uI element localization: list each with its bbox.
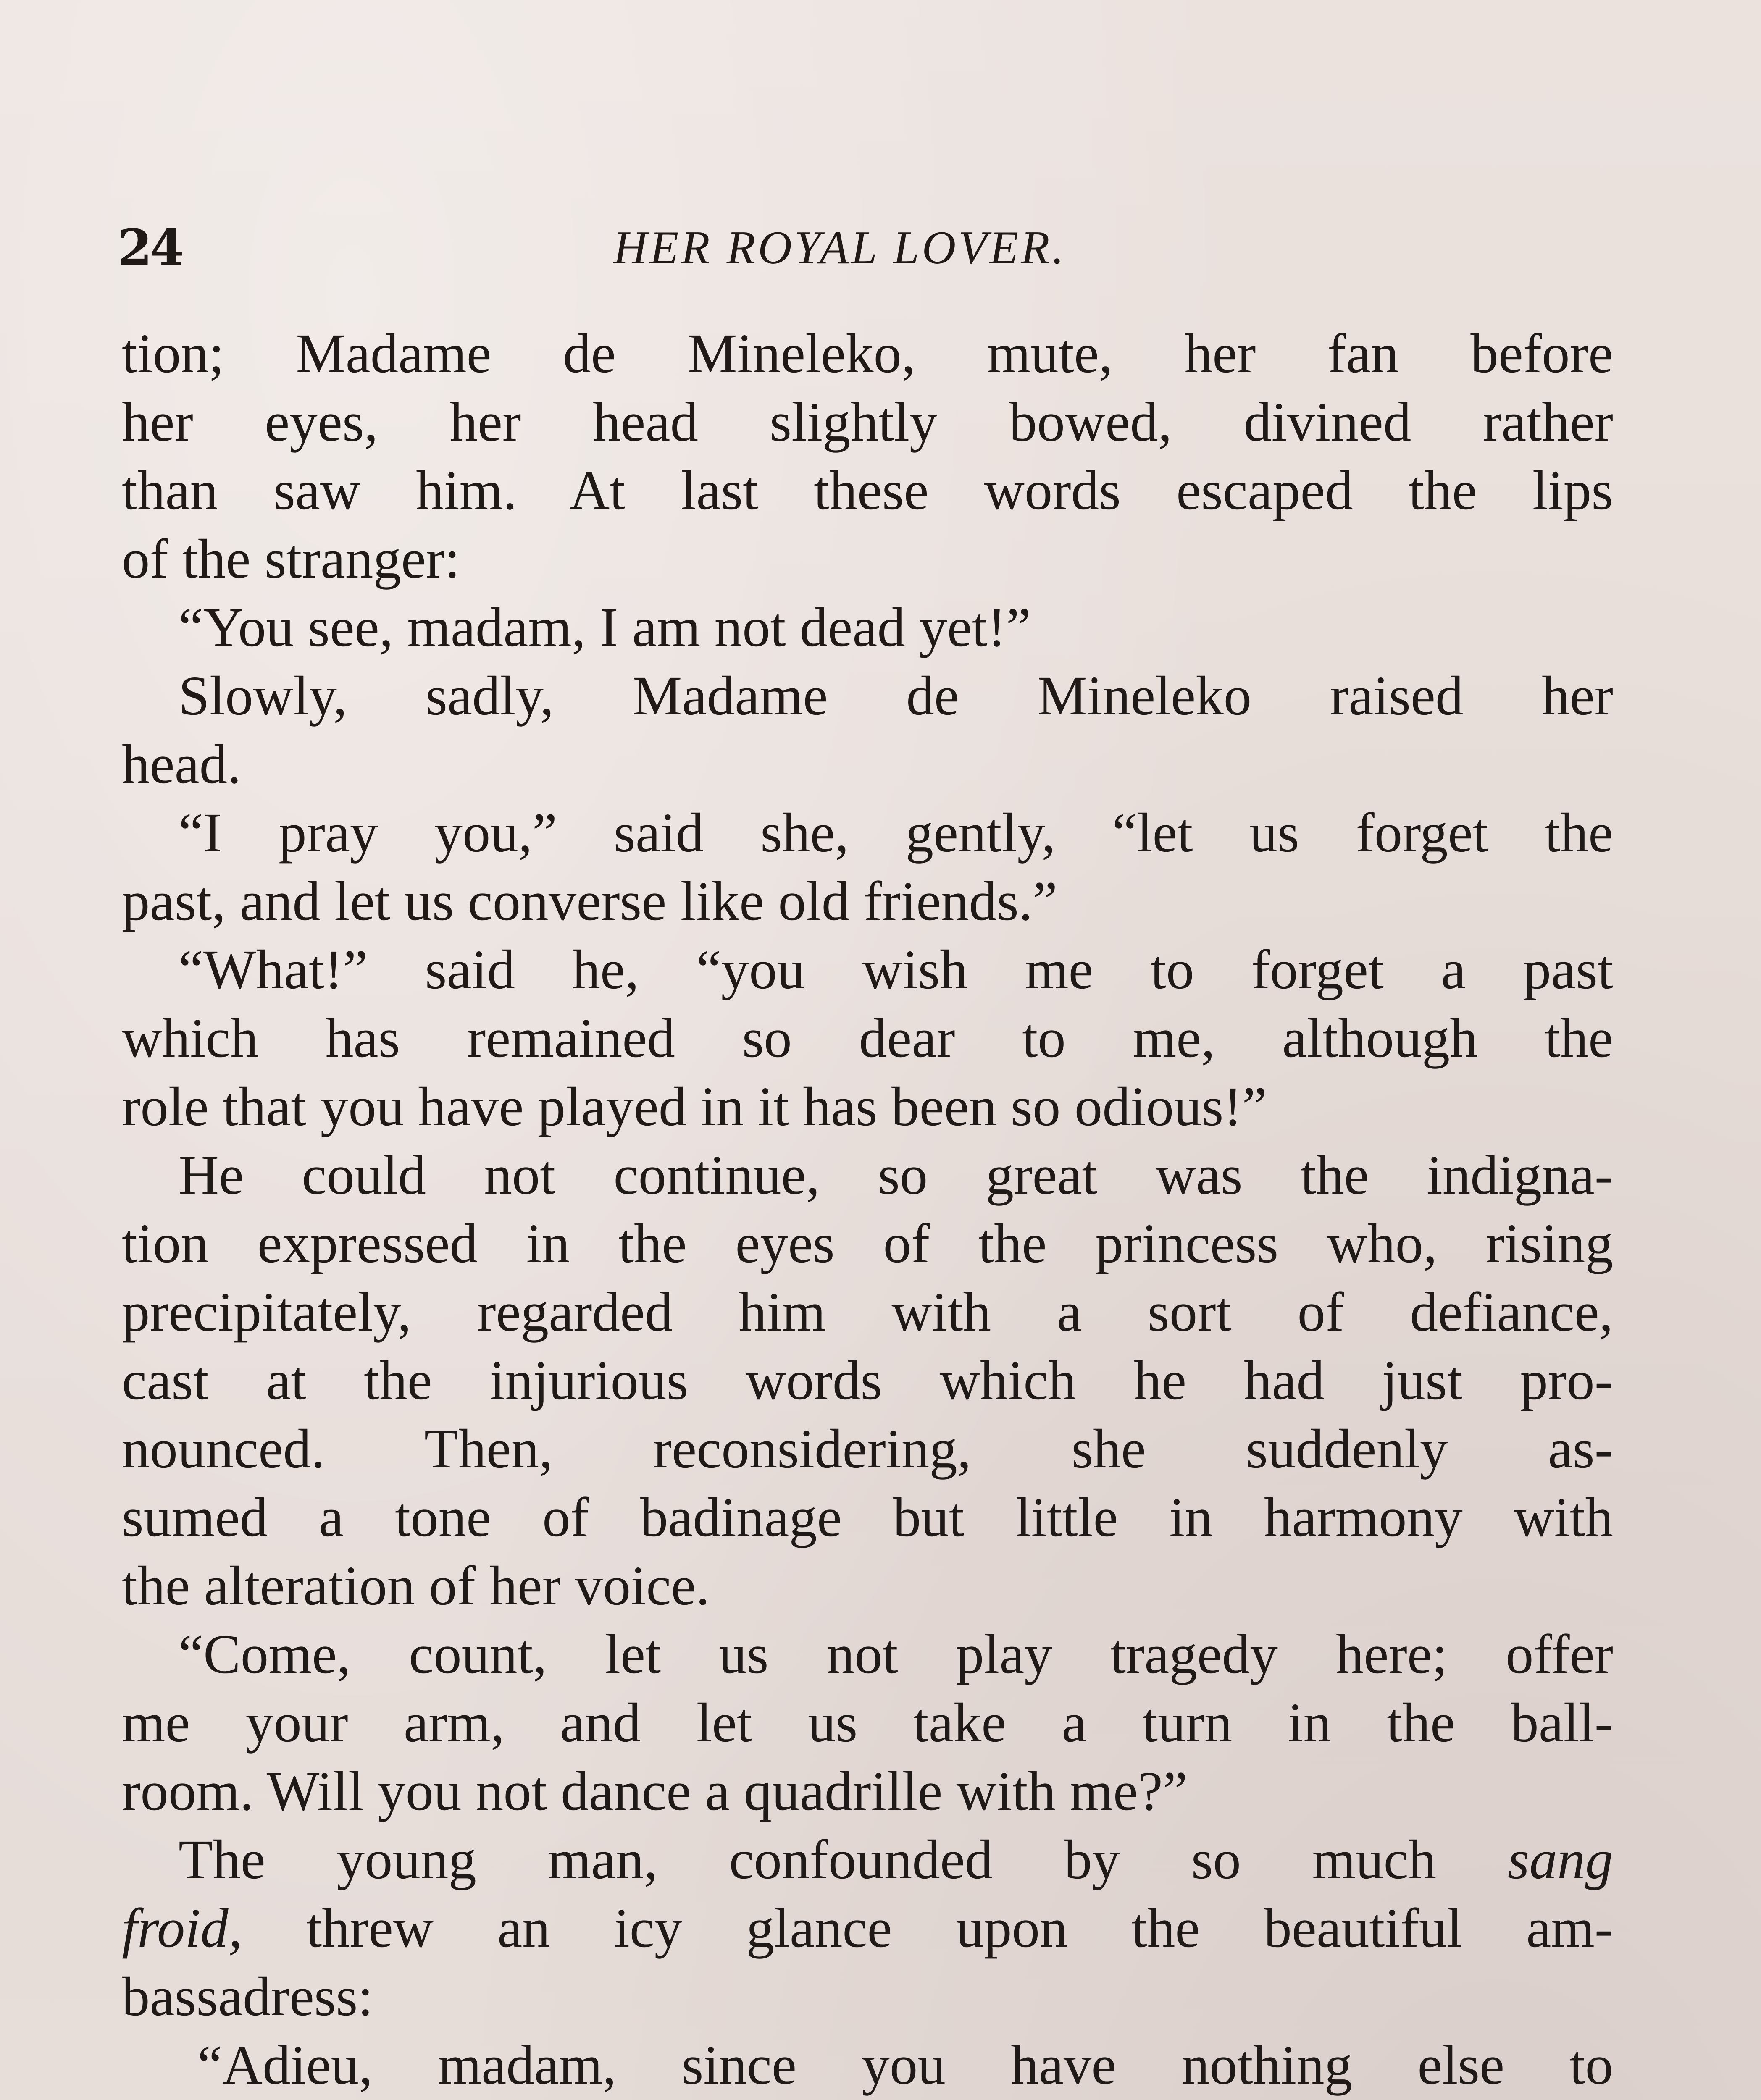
text-line: her eyes, her head slightly bowed, divined rather: [122, 391, 1613, 453]
text-line: [122, 1825, 1613, 1894]
text-segment: threw an icy glance upon the beautiful am-: [306, 1897, 1614, 1959]
text-line: He could not continue, so great was the indigna-: [179, 1144, 1613, 1206]
text-line: which has remained so dear to me, although the: [122, 1007, 1613, 1069]
text-line: me your arm, and let us take a turn in the ball-: [122, 1691, 1613, 1754]
text-line: nounced. Then, reconsidering, she suddenly as-: [122, 1418, 1613, 1480]
running-header: [118, 218, 1613, 286]
text-line: bassadress:: [122, 1965, 373, 2027]
text-line: head.: [122, 733, 242, 795]
text-line: sumed a tone of badinage but little in harmony with: [122, 1486, 1613, 1548]
text-line: [122, 1894, 1613, 1962]
text-line: tion expressed in the eyes of the princess who, rising: [122, 1212, 1613, 1274]
text-line: cast at the injurious words which he had just pro-: [122, 1349, 1613, 1411]
text-line: “I pray you,” said she, gently, “let us forget the: [179, 801, 1613, 864]
text-line: precipitately, regarded him with a sort of defiance,: [122, 1281, 1613, 1343]
running-title: HER ROYAL LOVER.: [613, 222, 1067, 274]
italic-phrase: froid,: [122, 1897, 242, 1959]
body-text: [122, 319, 1613, 2100]
italic-phrase: sang: [1507, 1828, 1614, 1890]
text-line: than saw him. At last these words escaped the lips: [122, 459, 1613, 521]
text-line: room. Will you not dance a quadrille with me?”: [122, 1760, 1188, 1822]
text-line: “You see, madam, I am not dead yet!”: [179, 596, 1031, 658]
page-number: 24: [118, 218, 182, 277]
text-line: past, and let us converse like old friends.”: [122, 870, 1058, 932]
text-line: of the stranger:: [122, 528, 460, 590]
text-line: “What!” said he, “you wish me to forget a past: [179, 938, 1613, 1000]
text-line: Slowly, sadly, Madame de Mineleko raised her: [179, 664, 1613, 727]
text-line: “Come, count, let us not play tragedy here; offer: [179, 1623, 1613, 1685]
text-line: role that you have played in it has been so odious!”: [122, 1075, 1267, 1137]
text-segment: The young man, confounded by so much: [179, 1828, 1437, 1890]
text-line: tion; Madame de Mineleko, mute, her fan before: [122, 322, 1613, 384]
text-line: “Adieu, madam, since you have nothing else to: [197, 2034, 1613, 2096]
text-line: the alteration of her voice.: [122, 1554, 710, 1617]
